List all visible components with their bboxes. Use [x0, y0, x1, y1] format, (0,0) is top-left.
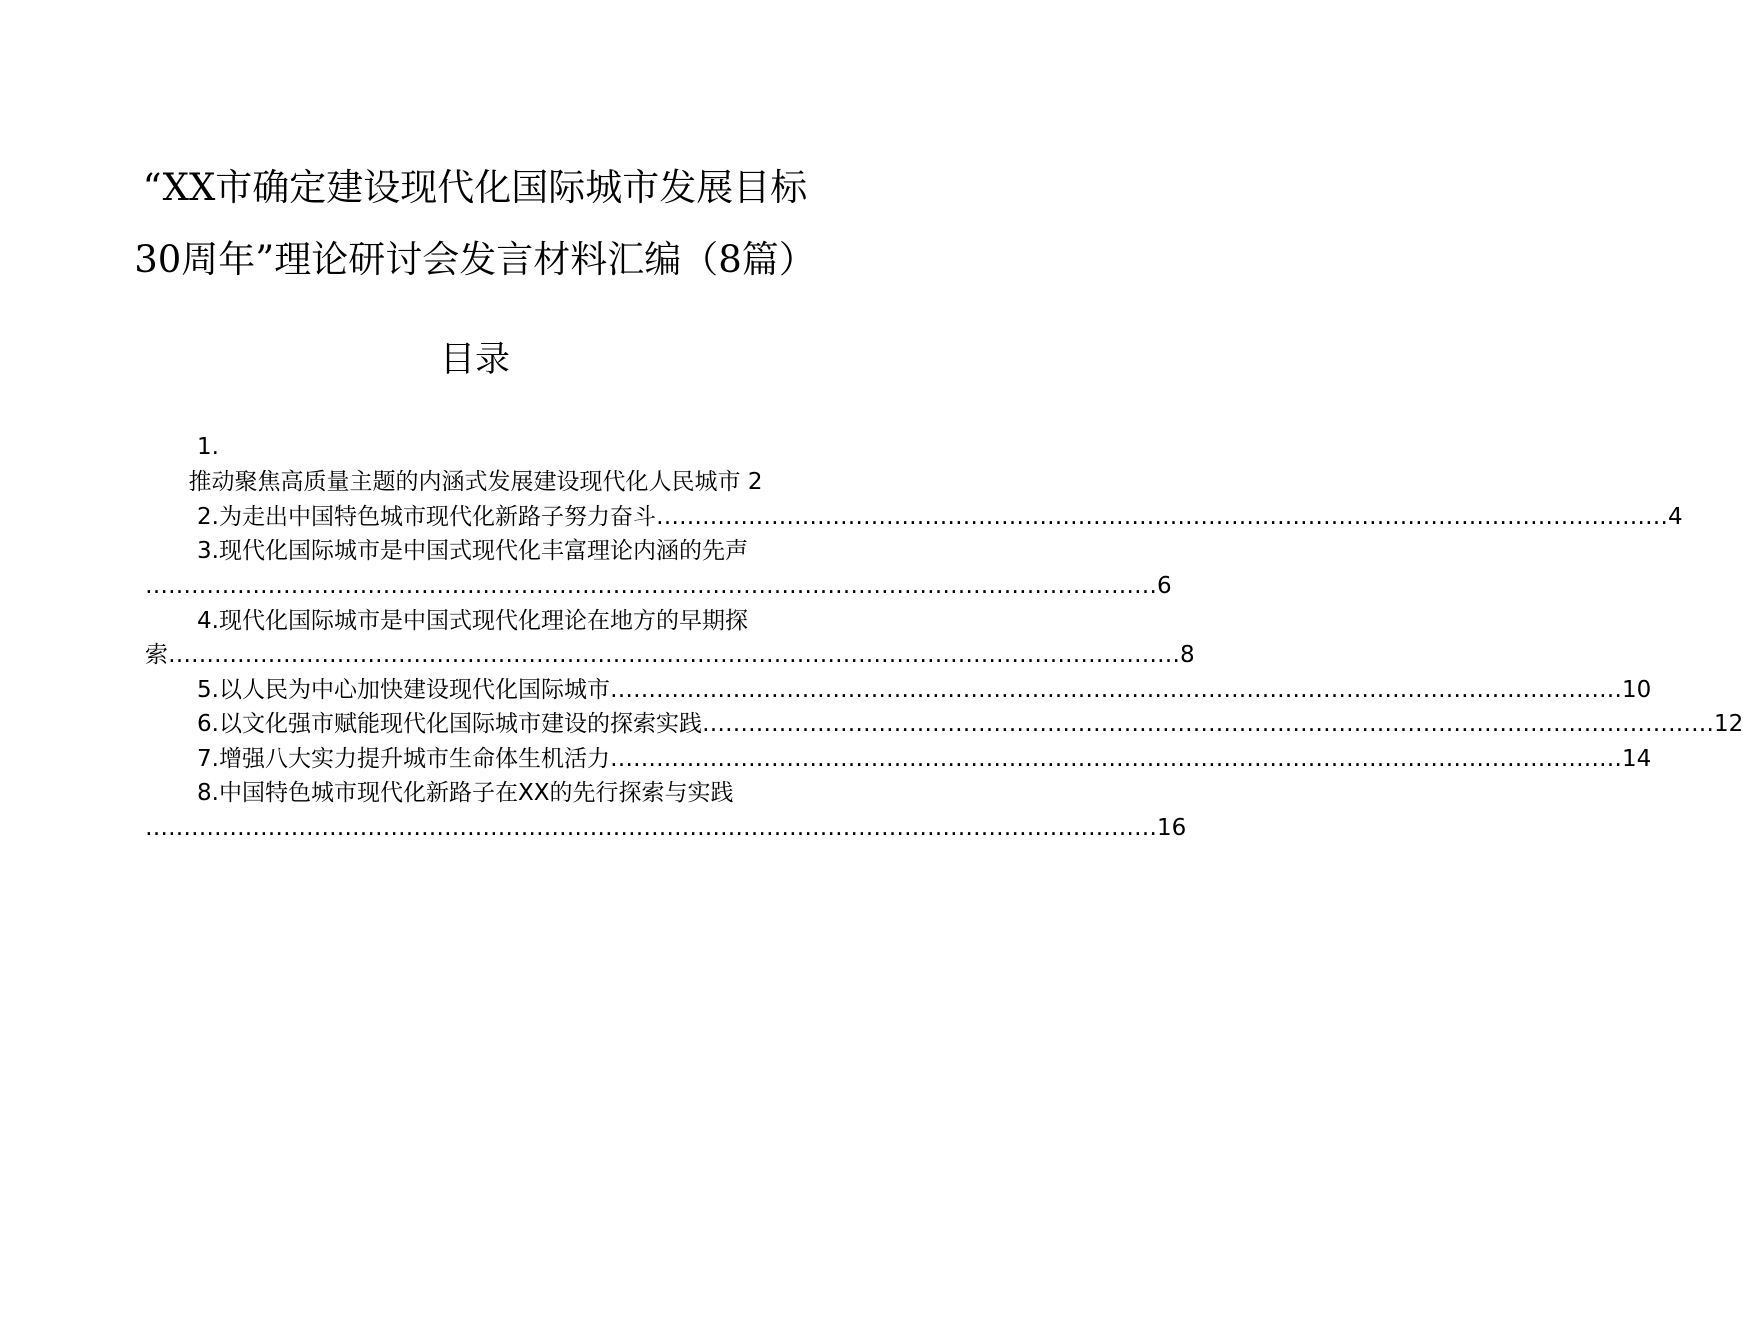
toc-entry-3-page-line[interactable] [145, 569, 1172, 603]
toc-entry-page: 12 [1713, 711, 1743, 737]
toc-leader-dots: …………………………………………………………………………………………………………………… [655, 504, 1668, 530]
toc-entry-6[interactable] [145, 707, 1743, 741]
toc-entry-1-number-line[interactable] [145, 430, 806, 464]
toc-entry-4-title-line[interactable] [145, 604, 806, 638]
toc-leader-dots: …………………………………………………………………………………………………………………… [701, 711, 1714, 737]
toc-entry-title: 4.现代化国际城市是中国式现代化理论在地方的早期探 [197, 608, 748, 634]
toc-entry-title: 推动聚焦高质量主题的内涵式发展建设现代化人民城市 [188, 469, 741, 495]
toc-entry-title-continued: 索 [145, 642, 168, 668]
toc-entry-page: 6 [1157, 573, 1172, 599]
toc-leader-dots: …………………………………………………………………………………………………………………… [145, 573, 1157, 599]
toc-entry-3-title-line[interactable] [145, 534, 806, 568]
toc-leader-dots: …………………………………………………………………………………………………………………… [168, 642, 1180, 668]
document-title-line-2: 30周年”理论研讨会发言材料汇编（8篇） [134, 238, 816, 281]
toc-entry-page: 2 [747, 469, 763, 495]
toc-entry-title: 7.增强八大实力提升城市生命体生机活力 [197, 746, 610, 772]
toc-entry-page: 14 [1621, 746, 1652, 772]
document-title-line-1: “XX市确定建设现代化国际城市发展目标 [142, 166, 808, 209]
toc-entry-title: 8.中国特色城市现代化新路子在XX的先行探索与实践 [197, 780, 734, 806]
toc-entry-1-title-line[interactable] [145, 465, 806, 499]
toc-entry-number: 1. [197, 434, 219, 460]
toc-leader-dots: …………………………………………………………………………………………………………………… [609, 746, 1622, 772]
toc-entry-4-page-line[interactable] [145, 638, 1195, 672]
toc-entry-page: 16 [1157, 815, 1187, 841]
toc-entry-title: 3.现代化国际城市是中国式现代化丰富理论内涵的先声 [197, 538, 748, 564]
toc-entry-page: 4 [1667, 504, 1683, 530]
toc-entry-page: 10 [1621, 677, 1652, 703]
toc-leader-dots: …………………………………………………………………………………………………………………… [145, 815, 1157, 841]
toc-entry-title: 6.以文化强市赋能现代化国际城市建设的探索实践 [197, 711, 702, 737]
toc-entry-page: 8 [1180, 642, 1195, 668]
toc-entry-7[interactable] [145, 742, 1652, 776]
toc-entry-5[interactable] [145, 673, 1652, 707]
toc-entry-8-page-line[interactable] [145, 811, 1187, 845]
toc-entry-2[interactable] [145, 500, 1683, 534]
toc-entry-title: 2.为走出中国特色城市现代化新路子努力奋斗 [197, 504, 656, 530]
toc-leader-dots: …………………………………………………………………………………………………………………… [609, 677, 1622, 703]
toc-entry-8-title-line[interactable] [145, 776, 806, 810]
toc-heading: 目录 [439, 340, 510, 380]
toc-entry-title: 5.以人民为中心加快建设现代化国际城市 [197, 677, 610, 703]
